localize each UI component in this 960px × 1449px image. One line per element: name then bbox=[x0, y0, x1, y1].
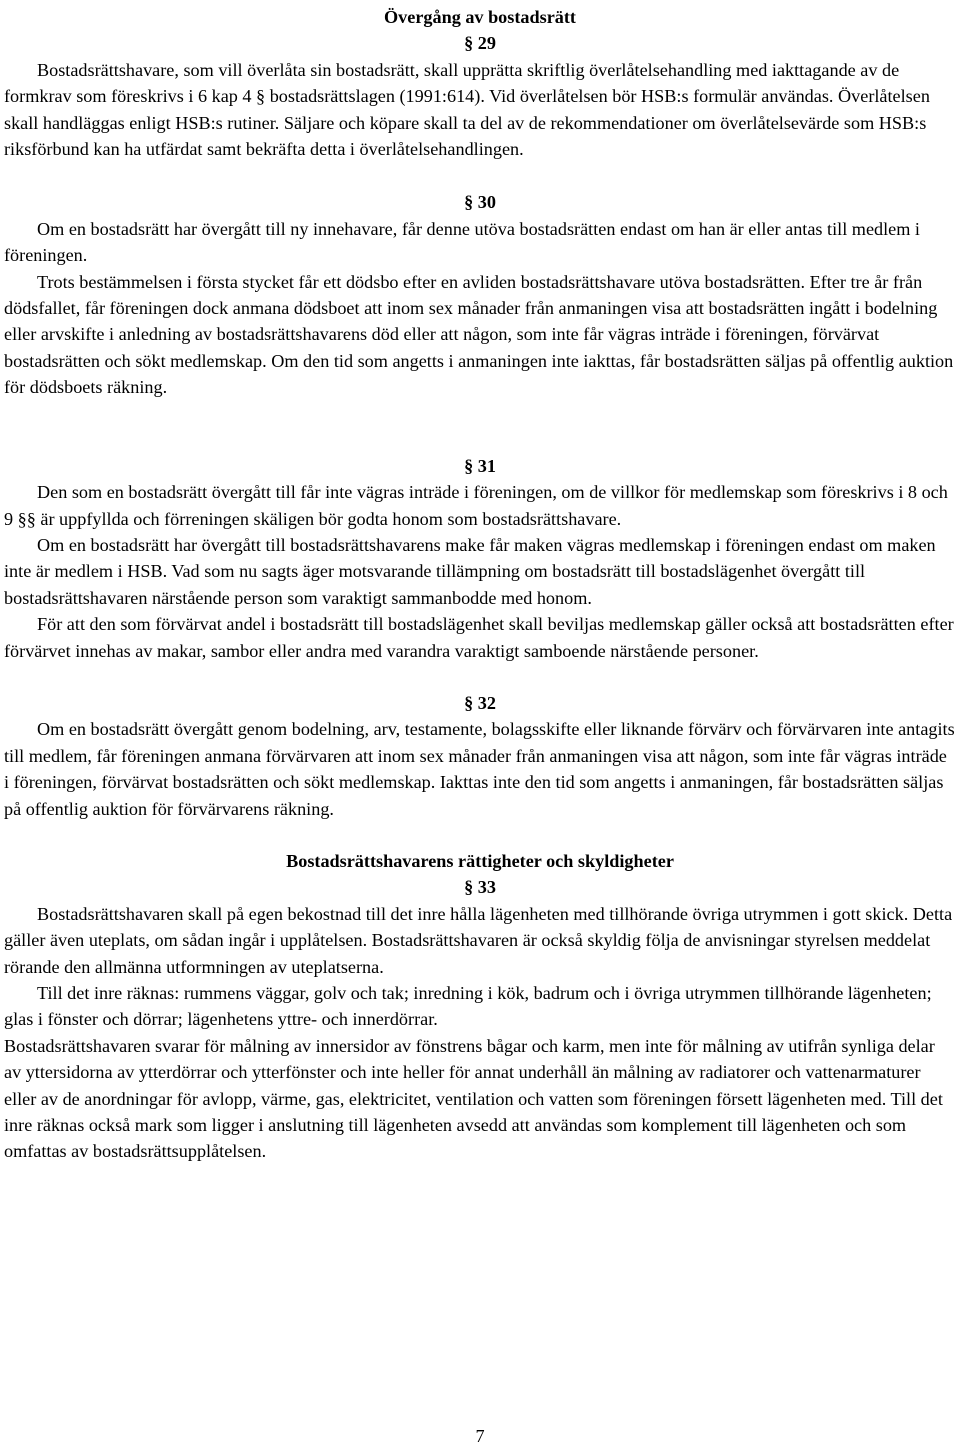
document-page bbox=[4, 0, 956, 1165]
section-subtitle: Bostadsrättshavarens rättigheter och skyldigheter bbox=[286, 850, 674, 871]
section-33-heading: § 33 bbox=[464, 877, 496, 898]
section-30-paragraph-2: Trots bestämmelsen i första stycket får ett dödsbo efter en avliden bostadsrättshavare utöva bostadsrätten. Efter tre år från dödsfallet, får föreningen dock anmana dödsboet att inom sex månader från anmaningen visa att bostadsrätten ingått i bodelning eller arvskifte i anledning av bostadsrättshavarens död eller att någon, som inte får vägras inträde i föreningen, förvärvat bostadsrätten och sökt medlemskap. Om den tid som angetts i anmaningen inte iakttas, får bostadsrätten säljas på offentlig auktion för dödsboets räkning. bbox=[4, 271, 954, 398]
section-33-paragraph-1: Bostadsrättshavaren skall på egen bekostnad till det inre hålla lägenheten med tillhörande övriga utrymmen i gott skick. Detta gäller även uteplats, om sådan ingår i upplåtelsen. Bostadsrättshavaren är också skyldig följa de anvisningar styrelsen meddelat rörande den allmänna utformningen av uteplatserna. bbox=[4, 903, 953, 977]
section-31-heading: § 31 bbox=[464, 455, 496, 476]
section-32-paragraph-1: Om en bostadsrätt övergått genom bodelning, arv, testamente, bolagsskifte eller liknande förvärv och förvärvaren inte antagits till medlem, får föreningen anmana förvärvaren att inom sex månader från anmaningen visa att någon, som inte får vägras inträde i föreningen, förvärvat bostadsrätten och sökt medlemskap. Iakttas inte den tid som angetts i anmaningen, får bostadsrätten säljas på offentlig auktion för förvärvarens räkning. bbox=[4, 719, 955, 819]
section-30-paragraph-1: Om en bostadsrätt har övergått till ny innehavare, får denne utöva bostadsrätten endast om han är eller antas till medlem i föreningen. bbox=[4, 218, 920, 266]
section-31-paragraph-1: Den som en bostadsrätt övergått till får inte vägras inträde i föreningen, om de villkor för medlemskap som föreskrivs i 8 och 9 §§ är uppfyllda och förreningen skäligen bör godta honom som bostadsrättshavare. bbox=[4, 482, 948, 529]
page-number: 7 bbox=[475, 1426, 485, 1446]
section-29-paragraph-1: Bostadsrättshavare, som vill överlåta sin bostadsrätt, skall upprätta skriftlig överlåtelsehandling med iakttagande av de formkrav som föreskrivs i 6 kap 4 § bostadsrättslagen (1991:614). Vid överlåtelsen bör HSB:s formulär användas. Överlåtelsen skall handläggas enligt HSB:s rutiner. Säljare och köpare skall ta del av de rekommendationer om överlåtelsevärde som HSB:s riksförbund kan ha utfärdat samt bekräfta detta i överlåtelsehandlingen. bbox=[4, 59, 930, 160]
section-29-heading: § 29 bbox=[464, 33, 496, 54]
section-31-paragraph-2: Om en bostadsrätt har övergått till bostadsrättshavarens make får maken vägras medlemskap i föreningen endast om maken inte är medlem i HSB. Vad som nu sagts äger motsvarande tillämpning om bostadsrätt till bostadslägenhet övergått till bostadsrättshavaren närstående person som varaktigt sammanbodde med honom. bbox=[4, 534, 936, 608]
section-33-paragraph-2: Till det inre räknas: rummens väggar, golv och tak; inredning i kök, badrum och i övriga utrymmen tillhörande lägenheten; glas i fönster och dörrar; lägenhetens yttre- och innerdörrar. bbox=[4, 983, 932, 1030]
section-33-paragraph-3: Bostadsrättshavaren svarar för målning av innersidor av fönstrens bågar och karm, men inte för målning av utifrån synliga delar av yttersidorna av ytterdörrar och ytterfönster och inte heller för annat underhåll än målning av radiatorer och vattenarmaturer eller av de anordningar för avlopp, värme, gas, elektricitet, ventilation och vatten som föreningen försett lägenheten med. Till det inre räknas också mark som ligger i anslutning till lägenheten avsedd att användas som komplement till lägenheten och som omfattas av bostadsrättsupplåtelsen. bbox=[4, 1035, 943, 1162]
page-title: Övergång av bostadsrätt bbox=[384, 7, 576, 27]
section-31-paragraph-3: För att den som förvärvat andel i bostadsrätt till bostadslägenhet skall beviljas medlemskap gäller också att bostadsrätten efter förvärvet innehas av makar, sambor eller andra med varandra varaktigt samboende närstående personer. bbox=[4, 614, 954, 661]
section-32-heading: § 32 bbox=[464, 692, 496, 713]
section-30-heading: § 30 bbox=[464, 192, 496, 213]
